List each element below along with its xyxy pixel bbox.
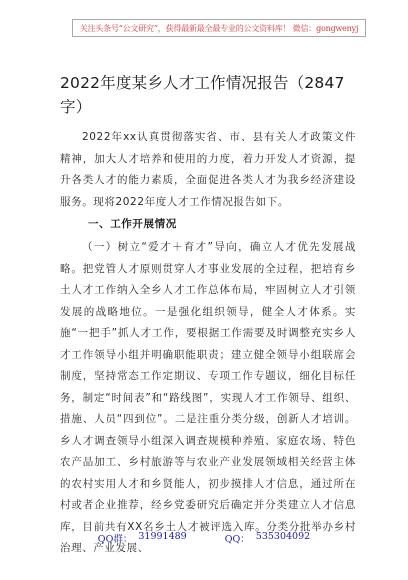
qq-number: 535304092: [255, 531, 311, 542]
document-title: 2022年度某乡人才工作情况报告（2847字）: [60, 74, 345, 116]
qq-group: [98, 531, 187, 551]
banner-text: 关注头条号“公文研究”，获得最新最全最专业的公文资料库！ 微信：gongwenyj: [79, 23, 359, 33]
section-heading: 一、工作开展情况: [88, 218, 177, 230]
intro-paragraph: 2022年xx认真贯彻落实省、市、县有关人才政策文件精神，加大人才培养和使用的力度，着力开发人才资源，提升各类人才的能力素质，全面促进各类人才为我乡经济建设服务。现将2022年度人才工作情况报告如下。: [60, 131, 356, 208]
qq-group-number: 31991489: [138, 531, 187, 542]
top-banner: [72, 19, 366, 37]
footer-contact: [0, 531, 408, 551]
qq-label: QQ：: [224, 534, 250, 545]
body-paragraph: （一）树立“爱才＋育才”导向，确立人才优先发展战略。把党管人才原则贯穿人才事业发展的全过程，把培育乡土人才工作纳入全乡人才工作总体布局，牢固树立人才引领发展的战略地位。一是强化组织领导，健全人才体系。实施“一把手”抓人才工作，要根据工作需要及时调整充实乡人才工作领导小组并明确职能职责；建立健全领导小组联席会制度，坚持常态工作定期议、专项工作专题议，细化目标任务，制定“时间表”和“路线图”，实现人才工作领导、组织、措施、人员“四到位”。二是注重分类分级，创新人才培训。乡人才调查领导小组深入调查规模种养殖、家庭农场、特色农产品加工、乡村旅游等与农业产业发展领域相关经营主体的农村实用人才和乡贤能人，初步摸排人才信息，通过所在村或者企业推荐，经乡党委研究后确定并分类建立人才信息库，目前共有XX名乡土人才被评选入库。分类分批举办乡村治理、产业发展、: [60, 241, 356, 554]
qq-contact: [225, 531, 310, 551]
qq-group-label: QQ群：: [97, 534, 133, 545]
